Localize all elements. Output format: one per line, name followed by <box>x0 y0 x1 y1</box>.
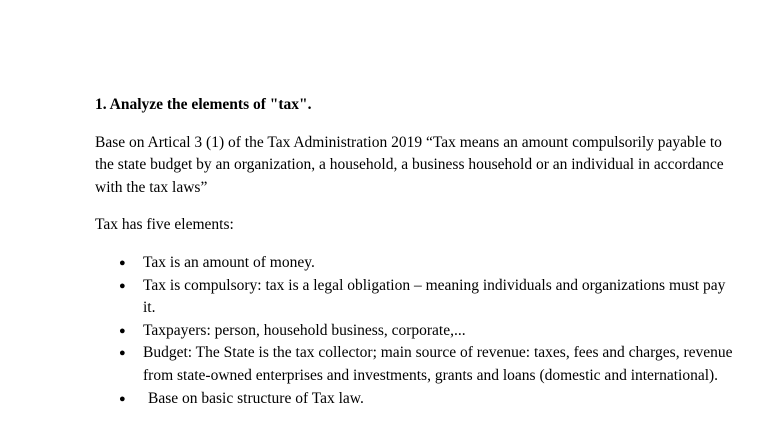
list-item <box>95 320 735 343</box>
list-item <box>95 275 735 320</box>
list-item <box>95 342 735 387</box>
bullet-icon: ● <box>119 256 126 269</box>
elements-intro: Tax has five elements: <box>95 216 234 234</box>
definition-paragraph: Base on Artical 3 (1) of the Tax Administration 2019 “Tax means an amount compulsorily payable to the state budget by an organization, a household, a business household or an individual in accordance with the tax laws” <box>95 133 724 196</box>
list-item-text: Tax is compulsory: tax is a legal obligation – meaning individuals and organizations must pay it. <box>143 276 726 317</box>
list-item-text: Tax is an amount of money. <box>143 253 315 271</box>
document-body <box>95 94 735 410</box>
bullet-icon: ● <box>119 324 126 337</box>
list-item <box>95 252 735 275</box>
list-item-text: Taxpayers: person, household business, corporate,... <box>143 321 466 339</box>
list-item-text: Budget: The State is the tax collector; main source of revenue: taxes, fees and charges, revenue from state-owned enterprises and investments, grants and loans (domestic and international). <box>143 344 733 384</box>
elements-list <box>95 252 735 410</box>
bullet-icon: ● <box>119 347 126 360</box>
list-item-text: Base on basic structure of Tax law. <box>148 389 364 407</box>
bullet-icon: ● <box>119 279 126 292</box>
section-heading: 1. Analyze the elements of "tax". <box>95 96 312 113</box>
bullet-icon: ● <box>119 392 126 405</box>
list-item <box>95 388 735 411</box>
